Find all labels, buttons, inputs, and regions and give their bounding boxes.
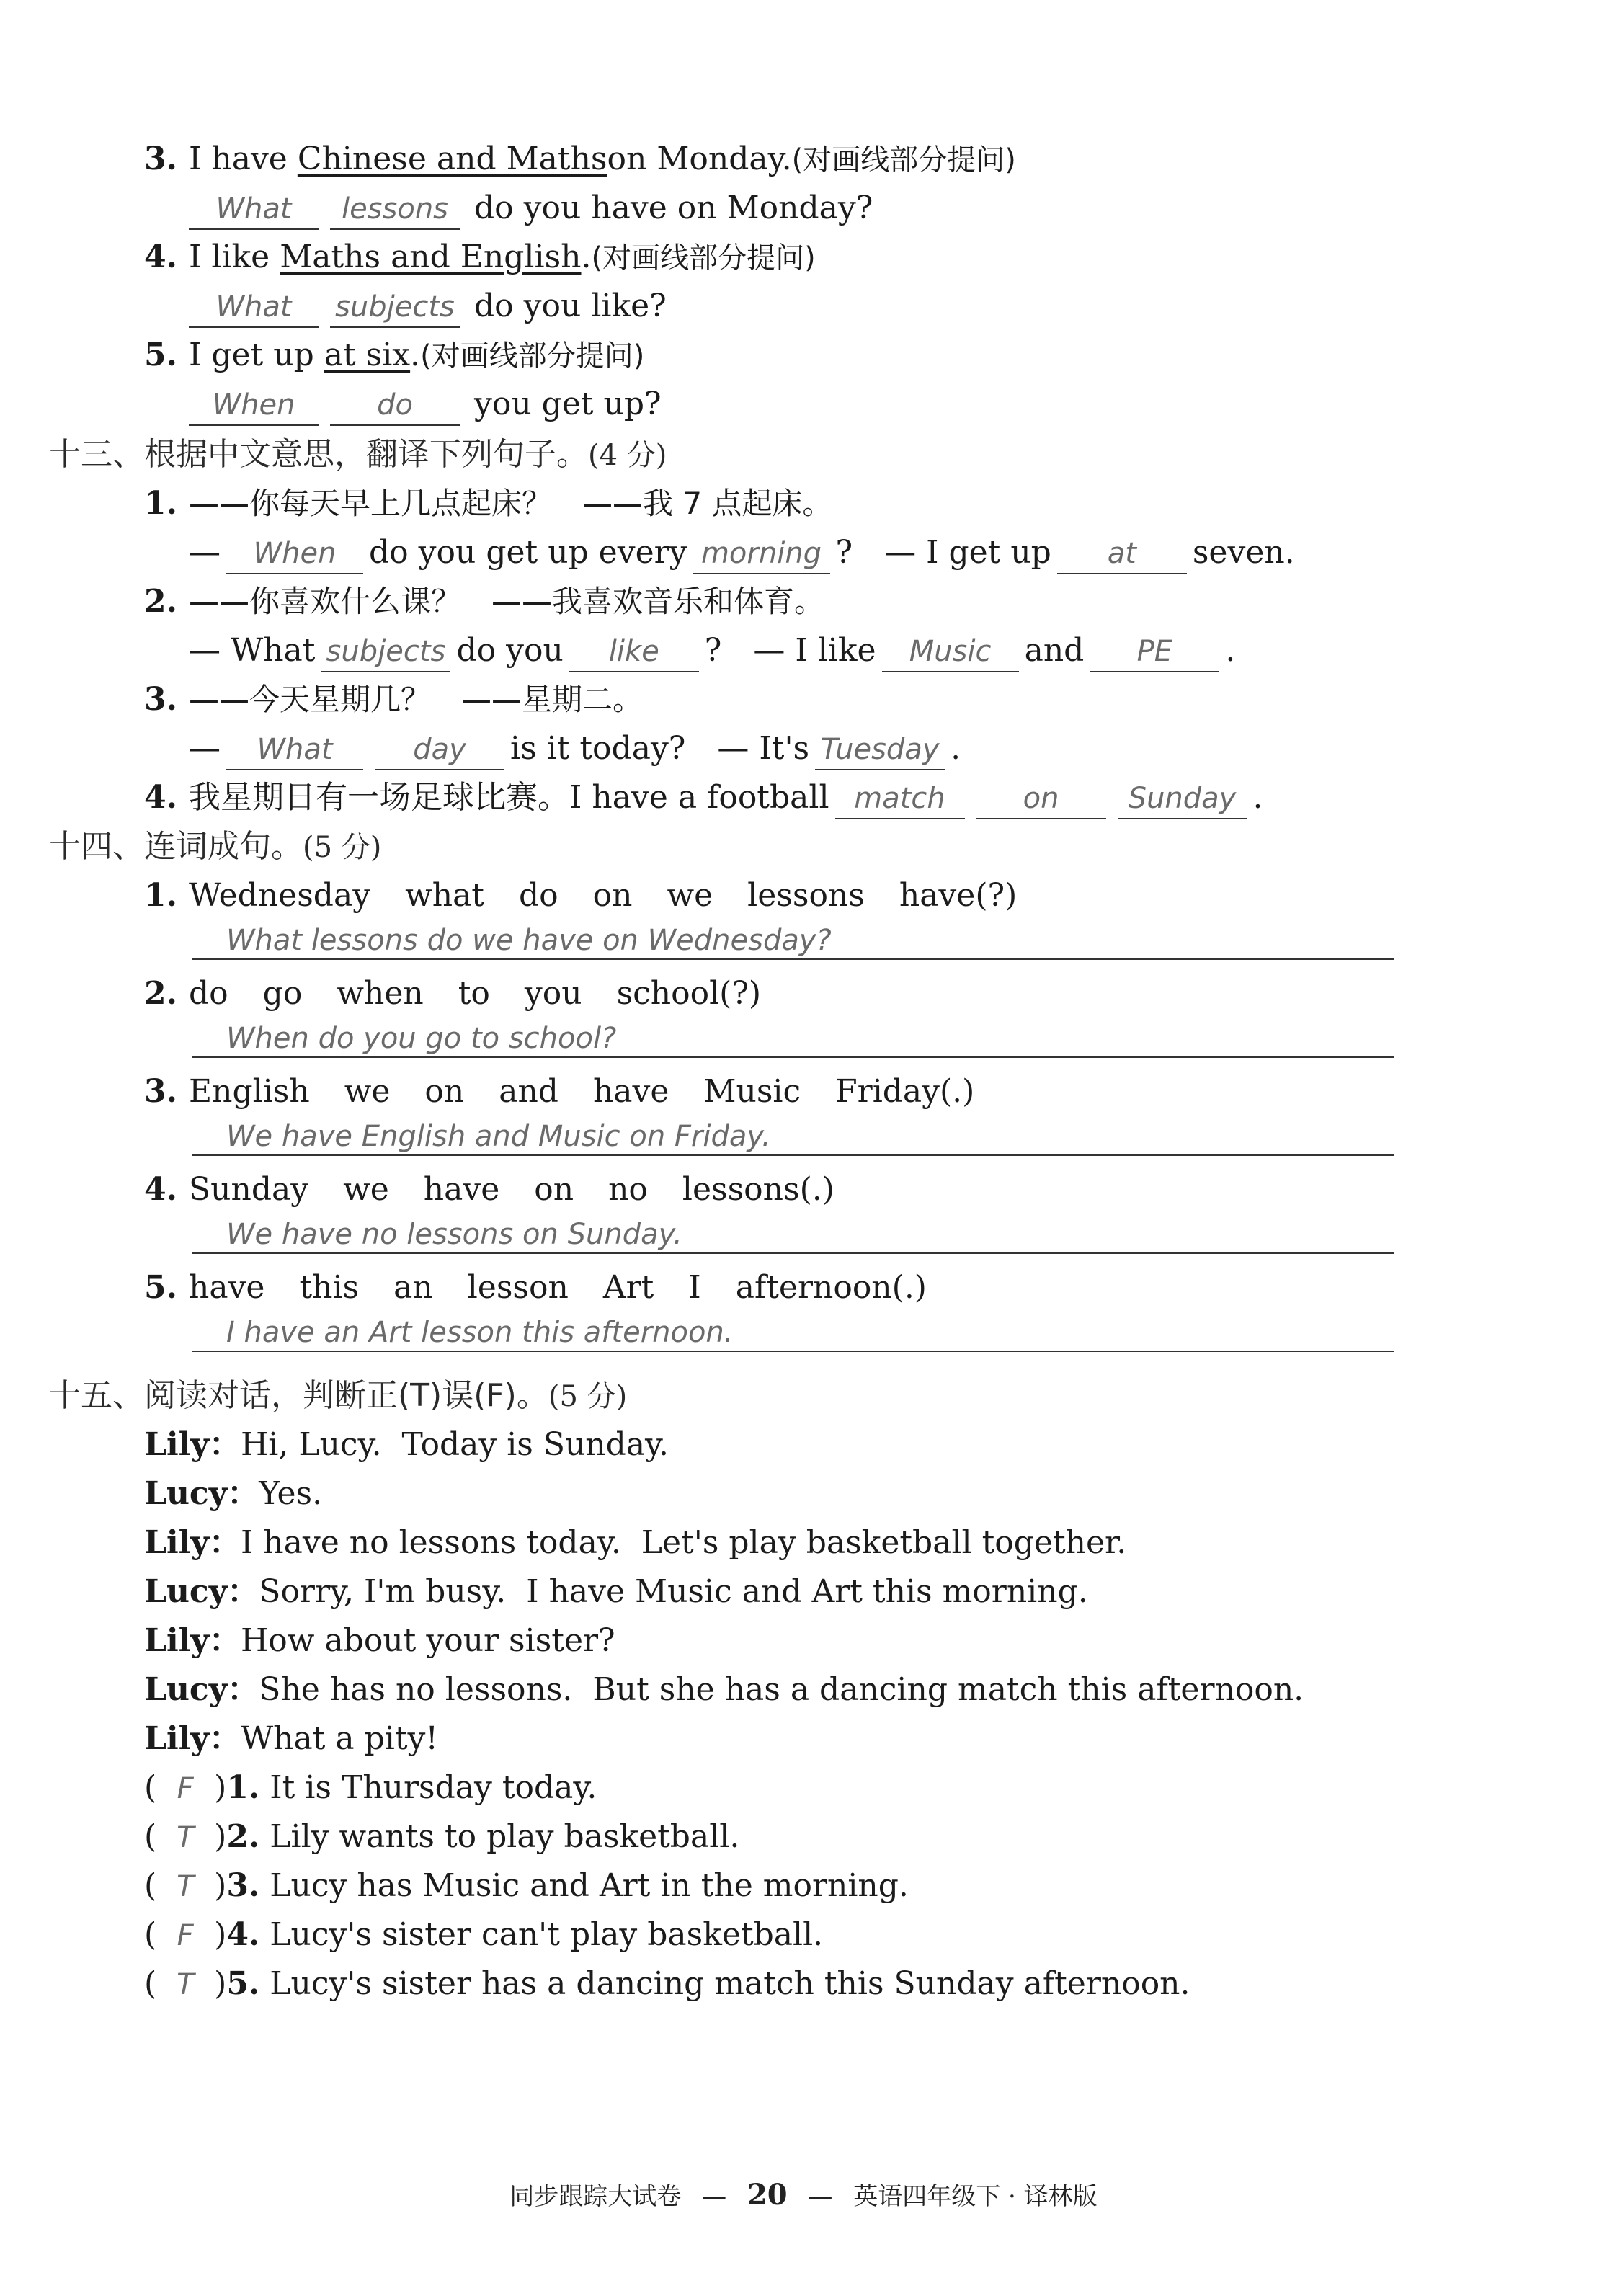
scrambled-item: 5. have this an lesson Art I afternoon(.) (144, 1265, 961, 1310)
scrambled-word: lesson (467, 1269, 569, 1306)
speaker: Lucy (144, 1671, 228, 1708)
scrambled-word: have (592, 1073, 669, 1110)
scrambled-word: when (337, 975, 424, 1012)
scrambled-item: 2. do go when to you school(?) (144, 971, 796, 1016)
answer-blank[interactable]: When (189, 386, 319, 426)
section-13-title: 十三、根据中文意思，翻译下列句子。(4 分) (49, 436, 667, 473)
answer-blank[interactable]: subjects (321, 632, 450, 672)
answer-blank[interactable]: What (189, 288, 319, 328)
speaker: Lily (144, 1426, 209, 1463)
dialog-line: Lucy ： Yes. (144, 1472, 322, 1516)
scrambled-word: do (189, 975, 228, 1012)
p12-q5: 5. I get up at six . (对画线部分提问) (144, 337, 645, 373)
scrambled-word: on (592, 877, 633, 914)
tf-answer[interactable]: F (177, 1772, 194, 1805)
speaker: Lily (144, 1524, 209, 1561)
answer-blank[interactable]: morning (693, 534, 830, 574)
answer-line[interactable]: I have an Art lesson this afternoon. (192, 1313, 1394, 1352)
p13-q1-answer: — When do you get up every morning ? — I get up at seven. (189, 530, 1295, 575)
scrambled-word: and (499, 1073, 558, 1110)
scrambled-word: have (189, 1269, 265, 1306)
dialog-line: Lucy ： Sorry, I'm busy. I have Music and Art this morning. (144, 1570, 1088, 1614)
answer-blank[interactable]: Tuesday (815, 730, 945, 770)
p12-q3: 3. I have Chinese and Maths on Monday. (对画线部分提问) (144, 141, 1016, 177)
scrambled-item: 3. English we on and have Music Friday(.) (144, 1069, 1009, 1114)
answer-blank[interactable]: like (569, 632, 699, 672)
answer-blank[interactable]: What (189, 190, 319, 230)
tf-answer[interactable]: T (176, 1821, 195, 1854)
scrambled-word: go (262, 975, 303, 1012)
scrambled-word: we (343, 1171, 389, 1208)
tf-answer[interactable]: F (177, 1919, 194, 1952)
answer-blank[interactable]: subjects (330, 288, 460, 328)
answer-blank[interactable]: day (375, 730, 504, 770)
answer-blank[interactable]: lessons (330, 190, 460, 230)
scrambled-word: you (524, 975, 582, 1012)
judgement-item: ( T ) 5. Lucy's sister has a dancing match this Sunday afternoon. (144, 1962, 1190, 2007)
tf-answer[interactable]: T (176, 1968, 195, 2001)
speaker: Lily (144, 1622, 209, 1659)
answer-line[interactable]: When do you go to school? (192, 1019, 1394, 1058)
answer-blank[interactable]: Sunday (1118, 779, 1247, 819)
scrambled-word: I (688, 1269, 701, 1306)
answer-blank[interactable]: at (1057, 534, 1187, 574)
dialog-line: Lily ： What a pity! (144, 1717, 438, 1761)
p13-q3-answer: — What day is it today? — It's Tuesday . (189, 726, 961, 771)
p12-q5-answer: When do you get up? (189, 382, 662, 427)
page-footer: 同步跟踪大试卷 — 20 — 英语四年级下 · 译林版 (509, 2178, 1098, 2212)
scrambled-word: we (667, 877, 713, 914)
scrambled-word: on (424, 1073, 465, 1110)
scrambled-word: an (393, 1269, 433, 1306)
answer-blank[interactable]: do (330, 386, 460, 426)
answer-line[interactable]: We have no lessons on Sunday. (192, 1215, 1394, 1254)
answer-blank[interactable]: When (226, 534, 363, 574)
scrambled-word: lessons(.) (682, 1171, 834, 1208)
scrambled-word: afternoon(.) (735, 1269, 927, 1306)
dialog-line: Lucy ： She has no lessons. But she has a dancing match this afternoon. (144, 1668, 1304, 1712)
scrambled-word: have (423, 1171, 500, 1208)
judgement-item: ( F ) 4. Lucy's sister can't play basketball. (144, 1913, 823, 1958)
scrambled-word: to (458, 975, 490, 1012)
scrambled-word: we (344, 1073, 391, 1110)
p13-q4: 4. 我星期日有一场足球比赛。I have a football match on Sunday . (144, 775, 1263, 820)
scrambled-item: 4. Sunday we have on no lessons(.) (144, 1167, 869, 1212)
answer-blank[interactable]: match (835, 779, 965, 819)
scrambled-word: have(?) (899, 877, 1018, 914)
p12-q4: 4. I like Maths and English . (对画线部分提问) (144, 239, 816, 275)
scrambled-word: Friday(.) (835, 1073, 975, 1110)
judgement-item: ( T ) 3. Lucy has Music and Art in the morning. (144, 1864, 909, 1909)
judgement-item: ( F ) 1. It is Thursday today. (144, 1766, 597, 1811)
answer-blank[interactable]: PE (1090, 632, 1219, 672)
answer-blank[interactable]: Music (882, 632, 1019, 672)
scrambled-word: do (518, 877, 558, 914)
section-14-title: 十四、连词成句。(5 分) (49, 828, 382, 865)
scrambled-word: Art (602, 1269, 654, 1306)
scrambled-word: English (189, 1073, 310, 1110)
p13-q3: 3. ——今天星期几？ ——星期二。 (144, 681, 644, 718)
speaker: Lucy (144, 1573, 228, 1610)
scrambled-word: school(?) (616, 975, 762, 1012)
p12-q4-answer: What subjects do you like? (189, 284, 667, 329)
speaker: Lily (144, 1720, 209, 1757)
dialog-line: Lily ： I have no lessons today. Let's play basketball together. (144, 1521, 1126, 1565)
tf-answer[interactable]: T (176, 1870, 195, 1903)
answer-line[interactable]: What lessons do we have on Wednesday? (192, 921, 1394, 960)
page-number: 20 (747, 2178, 788, 2212)
answer-blank[interactable]: What (226, 730, 363, 770)
p12-q3-answer: What lessons do you have on Monday? (189, 186, 873, 231)
judgement-item: ( T ) 2. Lily wants to play basketball. (144, 1815, 739, 1860)
scrambled-word: on (534, 1171, 574, 1208)
scrambled-word: no (608, 1171, 648, 1208)
speaker: Lucy (144, 1475, 228, 1512)
scrambled-word: what (405, 877, 484, 914)
dialog-line: Lily ： How about your sister? (144, 1619, 615, 1663)
dialog-line: Lily ： Hi, Lucy. Today is Sunday. (144, 1423, 669, 1467)
section-15-title: 十五、阅读对话，判断正(T)误(F)。(5 分) (49, 1377, 628, 1414)
scrambled-item: 1. Wednesday what do on we lessons have(?) (144, 873, 1051, 918)
scrambled-word: this (299, 1269, 360, 1306)
scrambled-word: Wednesday (189, 877, 371, 914)
answer-blank[interactable]: on (976, 779, 1106, 819)
scrambled-word: Music (703, 1073, 801, 1110)
scrambled-word: lessons (747, 877, 865, 914)
answer-line[interactable]: We have English and Music on Friday. (192, 1117, 1394, 1156)
p13-q1: 1. ——你每天早上几点起床？ ——我 7 点起床。 (144, 485, 833, 522)
scrambled-word: Sunday (189, 1171, 309, 1208)
p13-q2-answer: — What subjects do you like ? — I like Music and PE . (189, 628, 1235, 673)
p13-q2: 2. ——你喜欢什么课？ ——我喜欢音乐和体育。 (144, 583, 825, 620)
